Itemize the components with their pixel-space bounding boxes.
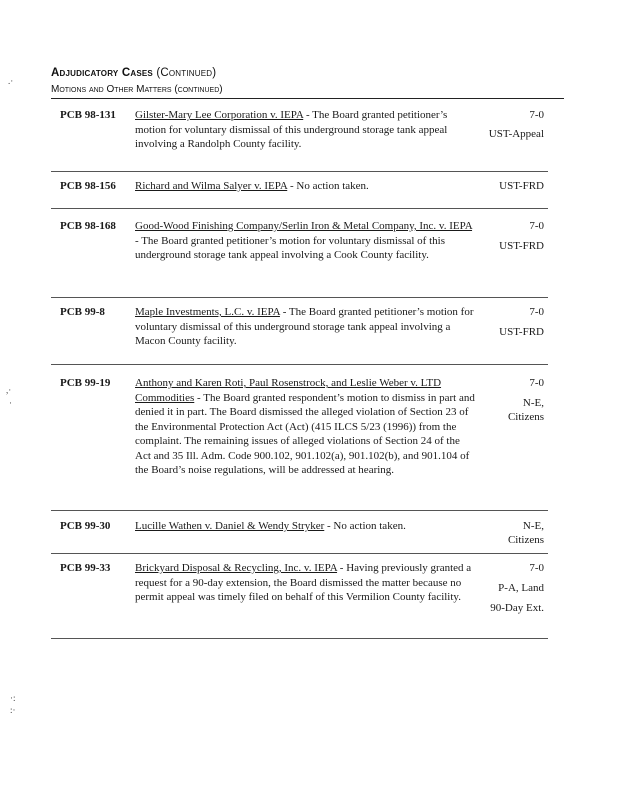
case-category: N-E, — [522, 397, 544, 409]
case-description — [135, 305, 475, 349]
case-text: - The Board granted petitioner’s motion for voluntary dismissal of this underground storage tank appeal involving a Randolph County facility. — [135, 109, 448, 150]
subsection-title: Motions and Other Matters (continued) — [51, 84, 223, 95]
separator — [51, 208, 548, 209]
case-text: - No action taken. — [287, 180, 369, 192]
case-number: PCB 99-30 — [60, 520, 111, 532]
case-title: Maple Investments, L.C. v. IEPA — [135, 306, 280, 318]
section-title-suffix: (Continued) — [156, 67, 217, 79]
case-description — [135, 519, 475, 534]
case-number: PCB 99-19 — [60, 377, 111, 389]
separator — [51, 171, 548, 172]
separator — [51, 638, 548, 639]
case-description — [135, 561, 475, 605]
separator — [51, 364, 548, 365]
case-category: UST-FRD — [499, 326, 544, 338]
scan-speck: ·: — [10, 693, 16, 703]
case-vote: 7-0 — [529, 306, 544, 318]
case-description — [135, 108, 475, 152]
case-vote: 7-0 — [529, 220, 544, 232]
case-category: N-E, — [522, 520, 544, 532]
case-category: UST-FRD — [499, 180, 544, 192]
case-description — [135, 179, 475, 194]
case-number: PCB 98-131 — [60, 109, 116, 121]
case-number: PCB 99-8 — [60, 306, 105, 318]
scan-speck: · — [9, 398, 12, 408]
case-text: - The Board granted respondent’s motion to dismiss in part and denied it in part. The Board dismissed the alleged violation of Section 23 of the Environmental Protection Act (Act) (415 ILCS 5/23 (1996)) from the complaint. The remaining issues of alleged violations of Section 24 of the Act and 35 Ill. Adm. Code 900.102, 901.102(a), 901.102(b), and 901.104 of the Board’s noise regulations, will be addressed at hearing. — [135, 391, 475, 476]
scan-speck: :· — [10, 705, 16, 715]
case-title: Brickyard Disposal & Recycling, Inc. v. IEPA — [135, 562, 338, 574]
case-title: Gilster-Mary Lee Corporation v. IEPA — [135, 109, 304, 121]
case-vote: 7-0 — [529, 377, 544, 389]
case-title: Good-Wood Finishing Company/Serlin Iron & Metal Company, Inc. v. IEPA — [135, 220, 473, 232]
case-description — [135, 376, 475, 478]
case-vote: 7-0 — [529, 562, 544, 574]
scan-speck: .· — [8, 76, 14, 86]
case-title: Richard and Wilma Salyer v. IEPA — [135, 180, 288, 192]
case-title: Lucille Wathen v. Daniel & Wendy Stryker — [135, 520, 325, 532]
case-category: Citizens — [507, 411, 544, 423]
case-text: - The Board granted petitioner’s motion for voluntary dismissal of this underground storage tank appeal involving a Cook County facility. — [135, 234, 445, 261]
case-text: - No action taken. — [324, 520, 406, 532]
case-title: Anthony and Karen Roti, Paul Rosenstrock, and Leslie Weber v. LTD Commodities — [135, 377, 442, 404]
scan-speck: ,· — [6, 385, 12, 395]
separator — [51, 510, 548, 511]
case-category: P-A, Land — [498, 582, 544, 594]
case-number: PCB 99-33 — [60, 562, 111, 574]
case-description — [135, 219, 475, 263]
case-number: PCB 98-168 — [60, 220, 116, 232]
case-category: 90-Day Ext. — [490, 602, 544, 614]
case-text: - Having previously granted a request for a 90-day extension, the Board dismissed the matter because no permit appeal was timely filed on behalf of this Vermilion County facility. — [135, 562, 472, 603]
case-category: UST-Appeal — [488, 128, 544, 140]
section-title — [51, 67, 216, 79]
case-vote: 7-0 — [529, 109, 544, 121]
header-rule — [51, 98, 564, 99]
case-text: - The Board granted petitioner’s motion for voluntary dismissal of this underground storage tank appeal involving a Macon County facility. — [135, 306, 474, 347]
separator — [51, 553, 548, 554]
case-category: Citizens — [507, 534, 544, 546]
section-title-text: Adjudicatory Cases — [51, 67, 153, 79]
case-category: UST-FRD — [499, 240, 544, 252]
case-number: PCB 98-156 — [60, 180, 116, 192]
separator — [51, 297, 548, 298]
